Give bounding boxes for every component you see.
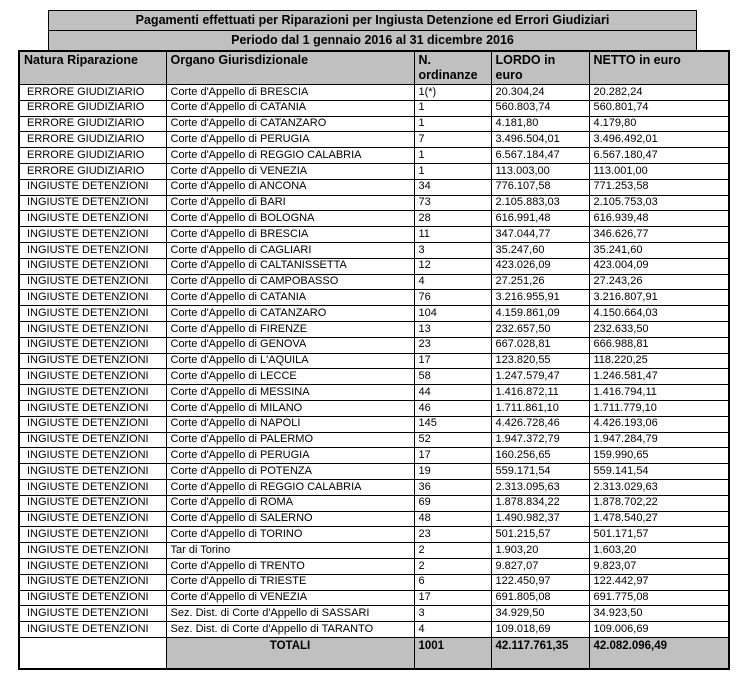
row-natura-riparazione: INGIUSTE DETENZIONI (19, 495, 166, 511)
row-netto: 109.006,69 (589, 622, 729, 638)
row-organo-giurisdizionale: Corte d'Appello di CAMPOBASSO (166, 274, 414, 290)
row-natura-riparazione: INGIUSTE DETENZIONI (19, 179, 166, 195)
row-lordo: 113.003,00 (491, 163, 589, 179)
row-n-ordinanze: 69 (414, 495, 491, 511)
row-netto: 1.711.779,10 (589, 400, 729, 416)
row-organo-giurisdizionale: Corte d'Appello di ROMA (166, 495, 414, 511)
row-lordo: 560.803,74 (491, 100, 589, 116)
row-netto: 1.246.581,47 (589, 369, 729, 385)
row-lordo: 3.216.955,91 (491, 290, 589, 306)
row-organo-giurisdizionale: Corte d'Appello di CALTANISSETTA (166, 258, 414, 274)
row-natura-riparazione: ERRORE GIUDIZIARIO (19, 85, 166, 101)
row-n-ordinanze: 58 (414, 369, 491, 385)
row-netto: 691.775,08 (589, 590, 729, 606)
row-lordo: 1.416.872,11 (491, 385, 589, 401)
row-organo-giurisdizionale: Corte d'Appello di VENEZIA (166, 590, 414, 606)
row-n-ordinanze: 7 (414, 132, 491, 148)
table-row (19, 163, 729, 179)
row-organo-giurisdizionale: Corte d'Appello di BOLOGNA (166, 211, 414, 227)
row-natura-riparazione: INGIUSTE DETENZIONI (19, 274, 166, 290)
row-natura-riparazione: INGIUSTE DETENZIONI (19, 416, 166, 432)
row-lordo: 9.827,07 (491, 558, 589, 574)
row-lordo: 20.304,24 (491, 85, 589, 101)
totals-lordo: 42.117.761,35 (491, 637, 589, 669)
row-netto: 3.216.807,91 (589, 290, 729, 306)
row-organo-giurisdizionale: Corte d'Appello di GENOVA (166, 337, 414, 353)
row-organo-giurisdizionale: Sez. Dist. di Corte d'Appello di TARANTO (166, 622, 414, 638)
row-organo-giurisdizionale: Corte d'Appello di SALERNO (166, 511, 414, 527)
table-row (19, 543, 729, 559)
row-natura-riparazione: INGIUSTE DETENZIONI (19, 622, 166, 638)
row-netto: 1.603,20 (589, 543, 729, 559)
table-row (19, 574, 729, 590)
row-n-ordinanze: 34 (414, 179, 491, 195)
row-n-ordinanze: 36 (414, 479, 491, 495)
table-row (19, 116, 729, 132)
row-natura-riparazione: INGIUSTE DETENZIONI (19, 574, 166, 590)
row-natura-riparazione: INGIUSTE DETENZIONI (19, 211, 166, 227)
table-row (19, 527, 729, 543)
row-netto: 771.253,58 (589, 179, 729, 195)
row-n-ordinanze: 1 (414, 116, 491, 132)
row-natura-riparazione: INGIUSTE DETENZIONI (19, 321, 166, 337)
row-netto: 113.001,00 (589, 163, 729, 179)
row-natura-riparazione: ERRORE GIUDIZIARIO (19, 100, 166, 116)
row-n-ordinanze: 104 (414, 306, 491, 322)
row-organo-giurisdizionale: Corte d'Appello di PERUGIA (166, 132, 414, 148)
row-netto: 122.442,97 (589, 574, 729, 590)
row-lordo: 3.496.504,01 (491, 132, 589, 148)
row-lordo: 4.159.861,09 (491, 306, 589, 322)
row-natura-riparazione: INGIUSTE DETENZIONI (19, 353, 166, 369)
col-header-netto: NETTO in euro (589, 51, 729, 85)
table-row (19, 448, 729, 464)
row-organo-giurisdizionale: Corte d'Appello di CATANZARO (166, 116, 414, 132)
row-organo-giurisdizionale: Corte d'Appello di MILANO (166, 400, 414, 416)
header-row (19, 51, 729, 85)
row-organo-giurisdizionale: Corte d'Appello di REGGIO CALABRIA (166, 479, 414, 495)
row-netto: 4.179,80 (589, 116, 729, 132)
row-lordo: 667.028,81 (491, 337, 589, 353)
row-natura-riparazione: INGIUSTE DETENZIONI (19, 448, 166, 464)
row-organo-giurisdizionale: Corte d'Appello di POTENZA (166, 464, 414, 480)
table-row (19, 558, 729, 574)
period-row (49, 31, 697, 51)
row-lordo: 1.947.372,79 (491, 432, 589, 448)
row-natura-riparazione: INGIUSTE DETENZIONI (19, 337, 166, 353)
col-header-n-ordinanze: N. ordinanze (414, 51, 491, 85)
row-lordo: 4.426.728,46 (491, 416, 589, 432)
row-netto: 27.243,26 (589, 274, 729, 290)
row-n-ordinanze: 2 (414, 543, 491, 559)
table-row (19, 479, 729, 495)
row-netto: 232.633,50 (589, 321, 729, 337)
table-row (19, 385, 729, 401)
row-lordo: 559.171,54 (491, 464, 589, 480)
row-lordo: 1.711.861,10 (491, 400, 589, 416)
table-row (19, 495, 729, 511)
row-n-ordinanze: 76 (414, 290, 491, 306)
row-n-ordinanze: 17 (414, 353, 491, 369)
title-row (49, 11, 697, 31)
row-netto: 4.426.193,06 (589, 416, 729, 432)
row-n-ordinanze: 48 (414, 511, 491, 527)
row-netto: 346.626,77 (589, 227, 729, 243)
row-lordo: 6.567.184,47 (491, 148, 589, 164)
table-row (19, 179, 729, 195)
payments-table (18, 50, 730, 670)
row-n-ordinanze: 1(*) (414, 85, 491, 101)
table-row (19, 416, 729, 432)
row-n-ordinanze: 2 (414, 558, 491, 574)
row-natura-riparazione: ERRORE GIUDIZIARIO (19, 163, 166, 179)
row-lordo: 691.805,08 (491, 590, 589, 606)
row-lordo: 616.991,48 (491, 211, 589, 227)
row-netto: 6.567.180,47 (589, 148, 729, 164)
row-organo-giurisdizionale: Tar di Torino (166, 543, 414, 559)
row-lordo: 1.878.834,22 (491, 495, 589, 511)
row-lordo: 109.018,69 (491, 622, 589, 638)
row-lordo: 123.820,55 (491, 353, 589, 369)
table-row (19, 85, 729, 101)
row-organo-giurisdizionale: Corte d'Appello di BRESCIA (166, 227, 414, 243)
row-lordo: 27.251,26 (491, 274, 589, 290)
table-row (19, 258, 729, 274)
row-netto: 2.313.029,63 (589, 479, 729, 495)
col-header-organo-giurisdizionale: Organo Giurisdizionale (166, 51, 414, 85)
row-lordo: 4.181,80 (491, 116, 589, 132)
row-organo-giurisdizionale: Corte d'Appello di L'AQUILA (166, 353, 414, 369)
row-n-ordinanze: 1 (414, 100, 491, 116)
table-row (19, 353, 729, 369)
table-row (19, 132, 729, 148)
row-n-ordinanze: 46 (414, 400, 491, 416)
row-n-ordinanze: 17 (414, 590, 491, 606)
row-organo-giurisdizionale: Corte d'Appello di CATANZARO (166, 306, 414, 322)
row-organo-giurisdizionale: Corte d'Appello di MESSINA (166, 385, 414, 401)
row-natura-riparazione: INGIUSTE DETENZIONI (19, 385, 166, 401)
row-netto: 118.220,25 (589, 353, 729, 369)
row-n-ordinanze: 73 (414, 195, 491, 211)
table-row (19, 622, 729, 638)
title-table (48, 10, 697, 51)
row-organo-giurisdizionale: Corte d'Appello di BRESCIA (166, 85, 414, 101)
table-row (19, 306, 729, 322)
row-natura-riparazione: INGIUSTE DETENZIONI (19, 464, 166, 480)
row-natura-riparazione: INGIUSTE DETENZIONI (19, 511, 166, 527)
row-n-ordinanze: 28 (414, 211, 491, 227)
table-row (19, 148, 729, 164)
row-organo-giurisdizionale: Corte d'Appello di CAGLIARI (166, 242, 414, 258)
row-n-ordinanze: 13 (414, 321, 491, 337)
row-natura-riparazione: INGIUSTE DETENZIONI (19, 369, 166, 385)
totals-empty-cell (19, 637, 166, 669)
row-natura-riparazione: INGIUSTE DETENZIONI (19, 195, 166, 211)
col-header-lordo: LORDO in euro (491, 51, 589, 85)
row-natura-riparazione: INGIUSTE DETENZIONI (19, 306, 166, 322)
row-lordo: 1.247.579,47 (491, 369, 589, 385)
row-organo-giurisdizionale: Sez. Dist. di Corte d'Appello di SASSARI (166, 606, 414, 622)
row-netto: 34.923,50 (589, 606, 729, 622)
row-n-ordinanze: 6 (414, 574, 491, 590)
col-header-natura-riparazione: Natura Riparazione (19, 51, 166, 85)
row-n-ordinanze: 3 (414, 606, 491, 622)
row-lordo: 34.929,50 (491, 606, 589, 622)
row-n-ordinanze: 1 (414, 148, 491, 164)
row-netto: 1.478.540,27 (589, 511, 729, 527)
table-row (19, 337, 729, 353)
row-natura-riparazione: ERRORE GIUDIZIARIO (19, 116, 166, 132)
row-netto: 1.878.702,22 (589, 495, 729, 511)
row-natura-riparazione: INGIUSTE DETENZIONI (19, 227, 166, 243)
row-lordo: 423.026,09 (491, 258, 589, 274)
row-netto: 1.416.794,11 (589, 385, 729, 401)
row-organo-giurisdizionale: Corte d'Appello di FIRENZE (166, 321, 414, 337)
row-organo-giurisdizionale: Corte d'Appello di TRENTO (166, 558, 414, 574)
row-lordo: 347.044,77 (491, 227, 589, 243)
row-natura-riparazione: INGIUSTE DETENZIONI (19, 400, 166, 416)
row-netto: 616.939,48 (589, 211, 729, 227)
table-row (19, 242, 729, 258)
table-row (19, 590, 729, 606)
row-n-ordinanze: 19 (414, 464, 491, 480)
row-lordo: 232.657,50 (491, 321, 589, 337)
table-row (19, 100, 729, 116)
row-lordo: 2.105.883,03 (491, 195, 589, 211)
row-lordo: 122.450,97 (491, 574, 589, 590)
table-row (19, 321, 729, 337)
row-netto: 501.171,57 (589, 527, 729, 543)
row-n-ordinanze: 52 (414, 432, 491, 448)
row-netto: 159.990,65 (589, 448, 729, 464)
document-period: Periodo dal 1 gennaio 2016 al 31 dicembre 2016 (49, 31, 697, 51)
row-natura-riparazione: ERRORE GIUDIZIARIO (19, 148, 166, 164)
row-natura-riparazione: INGIUSTE DETENZIONI (19, 590, 166, 606)
row-organo-giurisdizionale: Corte d'Appello di PALERMO (166, 432, 414, 448)
row-organo-giurisdizionale: Corte d'Appello di TORINO (166, 527, 414, 543)
row-lordo: 1.903,20 (491, 543, 589, 559)
totals-row (19, 637, 729, 669)
row-organo-giurisdizionale: Corte d'Appello di REGGIO CALABRIA (166, 148, 414, 164)
row-netto: 35.241,60 (589, 242, 729, 258)
row-natura-riparazione: INGIUSTE DETENZIONI (19, 543, 166, 559)
row-n-ordinanze: 1 (414, 163, 491, 179)
table-row (19, 290, 729, 306)
table-row (19, 400, 729, 416)
row-organo-giurisdizionale: Corte d'Appello di TRIESTE (166, 574, 414, 590)
row-netto: 1.947.284,79 (589, 432, 729, 448)
row-n-ordinanze: 23 (414, 337, 491, 353)
table-row (19, 195, 729, 211)
row-natura-riparazione: INGIUSTE DETENZIONI (19, 242, 166, 258)
row-netto: 9.823,07 (589, 558, 729, 574)
row-n-ordinanze: 11 (414, 227, 491, 243)
totals-netto: 42.082.096,49 (589, 637, 729, 669)
row-natura-riparazione: INGIUSTE DETENZIONI (19, 258, 166, 274)
row-lordo: 501.215,57 (491, 527, 589, 543)
table-row (19, 274, 729, 290)
row-lordo: 35.247,60 (491, 242, 589, 258)
row-n-ordinanze: 145 (414, 416, 491, 432)
row-natura-riparazione: INGIUSTE DETENZIONI (19, 290, 166, 306)
row-netto: 2.105.753,03 (589, 195, 729, 211)
table-body (19, 85, 729, 638)
row-organo-giurisdizionale: Corte d'Appello di PERUGIA (166, 448, 414, 464)
row-organo-giurisdizionale: Corte d'Appello di BARI (166, 195, 414, 211)
row-natura-riparazione: INGIUSTE DETENZIONI (19, 606, 166, 622)
row-netto: 560.801,74 (589, 100, 729, 116)
table-row (19, 211, 729, 227)
row-n-ordinanze: 4 (414, 274, 491, 290)
row-natura-riparazione: INGIUSTE DETENZIONI (19, 479, 166, 495)
row-organo-giurisdizionale: Corte d'Appello di NAPOLI (166, 416, 414, 432)
totals-ordinanze: 1001 (414, 637, 491, 669)
row-netto: 666.988,81 (589, 337, 729, 353)
row-n-ordinanze: 23 (414, 527, 491, 543)
table-row (19, 464, 729, 480)
row-n-ordinanze: 44 (414, 385, 491, 401)
document-title: Pagamenti effettuati per Riparazioni per Ingiusta Detenzione ed Errori Giudiziari (49, 11, 697, 31)
row-n-ordinanze: 12 (414, 258, 491, 274)
totals-label: TOTALI (166, 637, 414, 669)
row-organo-giurisdizionale: Corte d'Appello di CATANIA (166, 290, 414, 306)
row-natura-riparazione: ERRORE GIUDIZIARIO (19, 132, 166, 148)
table-row (19, 227, 729, 243)
row-lordo: 160.256,65 (491, 448, 589, 464)
row-organo-giurisdizionale: Corte d'Appello di CATANIA (166, 100, 414, 116)
row-n-ordinanze: 4 (414, 622, 491, 638)
row-natura-riparazione: INGIUSTE DETENZIONI (19, 527, 166, 543)
row-netto: 4.150.664,03 (589, 306, 729, 322)
row-netto: 3.496.492,01 (589, 132, 729, 148)
row-lordo: 1.490.982,37 (491, 511, 589, 527)
row-lordo: 776.107,58 (491, 179, 589, 195)
row-netto: 559.141,54 (589, 464, 729, 480)
row-natura-riparazione: INGIUSTE DETENZIONI (19, 558, 166, 574)
table-row (19, 432, 729, 448)
row-netto: 20.282,24 (589, 85, 729, 101)
row-n-ordinanze: 17 (414, 448, 491, 464)
row-n-ordinanze: 3 (414, 242, 491, 258)
row-netto: 423.004,09 (589, 258, 729, 274)
table-row (19, 606, 729, 622)
row-lordo: 2.313.095,63 (491, 479, 589, 495)
row-organo-giurisdizionale: Corte d'Appello di VENEZIA (166, 163, 414, 179)
table-row (19, 369, 729, 385)
table-row (19, 511, 729, 527)
row-organo-giurisdizionale: Corte d'Appello di LECCE (166, 369, 414, 385)
row-organo-giurisdizionale: Corte d'Appello di ANCONA (166, 179, 414, 195)
row-natura-riparazione: INGIUSTE DETENZIONI (19, 432, 166, 448)
